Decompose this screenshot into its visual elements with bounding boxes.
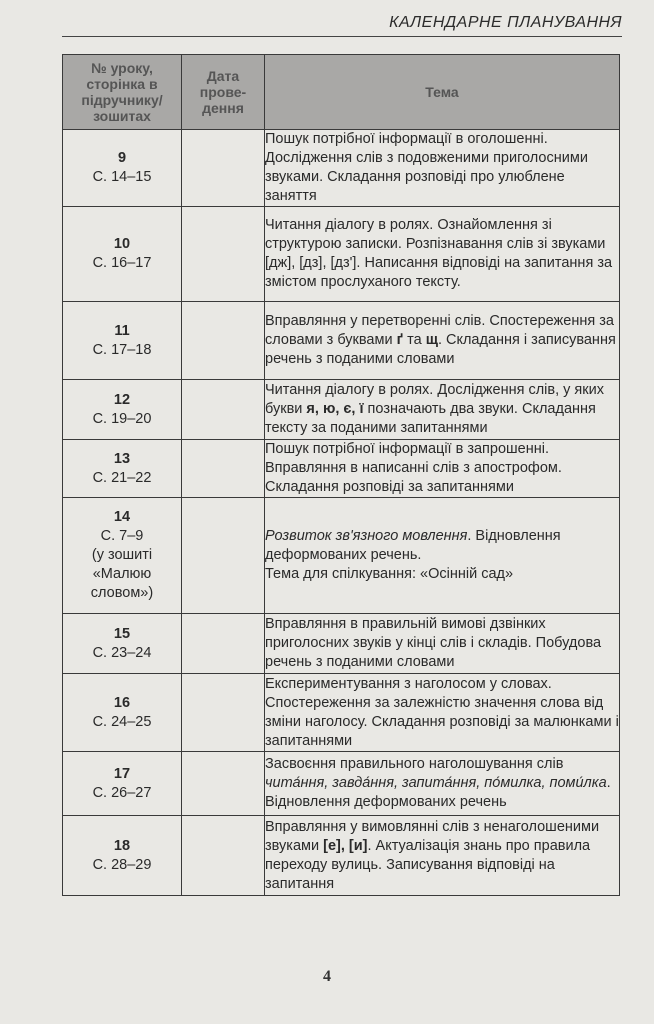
lesson-cell — [63, 380, 182, 440]
lesson-cell — [63, 614, 182, 674]
table-header-row — [63, 55, 620, 130]
topic-text: . Відновлення деформованих речень. — [265, 528, 561, 563]
lesson-pages: С. 23–24 — [92, 644, 152, 661]
lesson-pages: С. 28–29 — [92, 856, 152, 873]
date-cell — [182, 816, 265, 896]
lesson-number: 9 — [117, 150, 127, 166]
topic-text: Тема для спілкування: «Осінній сад» — [265, 566, 514, 582]
lesson-cell — [63, 498, 182, 614]
lesson-pages: С. 26–27 — [92, 784, 152, 801]
date-cell — [182, 302, 265, 380]
topic-cell — [265, 302, 620, 380]
table-row — [63, 674, 620, 752]
topic-cell — [265, 498, 620, 614]
topic-cell: Читання діалогу в ролях. Ознайомлення зі структурою записки. Розпізнавання слів зі звуками [дж], [дз], [дз']. Написання відповіді на запитання за змістом прослуханого тексту. — [265, 207, 620, 302]
lesson-cell — [63, 207, 182, 302]
lesson-plan-table — [62, 54, 620, 896]
page-number: 4 — [323, 968, 331, 985]
lesson-number: 13 — [113, 450, 131, 467]
topic-text: Засвоєння правильного наголошування слів — [265, 756, 564, 772]
table-row — [63, 130, 620, 207]
topic-cell — [265, 380, 620, 440]
table-row — [63, 614, 620, 674]
date-cell — [182, 207, 265, 302]
lesson-number: 17 — [113, 765, 131, 782]
topic-cell — [265, 752, 620, 816]
topic-cell: Експериментування з наголосом у словах. Спостереження за залежністю значення слова від зміни наголосу. Складання розповіді за малюнками і запитаннями — [265, 674, 620, 752]
lesson-pages: С. 21–22 — [92, 469, 152, 486]
lesson-number: 10 — [113, 236, 131, 252]
table-row — [63, 752, 620, 816]
lesson-number: 14 — [113, 509, 131, 525]
lesson-pages: С. 24–25 — [92, 713, 152, 730]
topic-text: Вправляння у вимовлянні слів з ненаголошеними звуками — [265, 818, 600, 854]
lesson-pages: С. 19–20 — [92, 410, 152, 427]
table-row — [63, 302, 620, 380]
date-cell — [182, 674, 265, 752]
header-lesson: № уроку, сторінка в підручнику/ зошитах — [63, 55, 182, 130]
table-row — [63, 380, 620, 440]
topic-text: позначають два звуки. Складання тексту за поданими запитаннями — [265, 401, 596, 436]
lesson-pages: С. 7–9 — [100, 528, 144, 544]
topic-cell — [265, 816, 620, 896]
lesson-cell — [63, 674, 182, 752]
date-cell — [182, 130, 265, 207]
topic-cell: Вправляння в правильній вимові дзвінких приголосних звуків у кінці слів і складів. Побудова речень з поданими словами — [265, 614, 620, 674]
lesson-pages: С. 14–15 — [92, 169, 152, 185]
lesson-cell — [63, 752, 182, 816]
topic-bold-letters: я, ю, є, ї — [306, 401, 364, 417]
topic-cell: Пошук потрібної інформації в запрошенні. Вправляння в написанні слів з апострофом. Складання розповіді за запитаннями — [265, 440, 620, 498]
topic-text: . Відновлення деформованих речень — [265, 775, 611, 810]
table-row — [63, 207, 620, 302]
lesson-pages: С. 16–17 — [92, 255, 152, 271]
lesson-number: 16 — [113, 694, 131, 711]
lesson-number: 15 — [113, 625, 131, 642]
topic-bold-letter: щ — [425, 332, 438, 348]
running-head: КАЛЕНДАРНЕ ПЛАНУВАННЯ — [389, 14, 622, 31]
header-rule — [62, 36, 622, 37]
date-cell — [182, 614, 265, 674]
lesson-number: 12 — [113, 391, 131, 408]
topic-bold-sounds: [е], [и] — [323, 837, 368, 854]
topic-cell: Пошук потрібної інформації в оголошенні. Дослідження слів з подовженими приголосними звуками. Складання розповіді про улюблене заняття — [265, 130, 620, 207]
header-topic: Тема — [265, 55, 620, 130]
date-cell — [182, 752, 265, 816]
lesson-cell — [63, 302, 182, 380]
topic-text: Читання діалогу в ролях. Дослідження слів, у яких букви — [265, 382, 604, 417]
header-date: Дата прове- дення — [182, 55, 265, 130]
table-row — [63, 440, 620, 498]
table-row — [63, 816, 620, 896]
topic-text: та — [403, 332, 426, 348]
lesson-cell — [63, 440, 182, 498]
lesson-number: 11 — [114, 322, 130, 339]
topic-text: . Актуалізація знань про правила переходу вулиць. Записування відповіді на запитання — [265, 837, 591, 892]
lesson-workbook-note: (у зошиті «Малюю словом») — [90, 547, 154, 601]
date-cell — [182, 440, 265, 498]
topic-text: Вправляння у перетворенні слів. Спостереження за словами з буквами — [265, 313, 614, 348]
lesson-number: 18 — [113, 837, 131, 854]
topic-bold-letter: ґ — [396, 332, 404, 348]
date-cell — [182, 498, 265, 614]
topic-text: . Складання і записування речень з поданими словами — [265, 332, 616, 367]
lesson-cell — [63, 816, 182, 896]
topic-italic: Розвиток зв'язного мовлення — [265, 528, 468, 544]
table-row — [63, 498, 620, 614]
lesson-cell — [63, 130, 182, 207]
date-cell — [182, 380, 265, 440]
lesson-pages: С. 17–18 — [92, 341, 152, 358]
topic-italic: чита́ння, завда́ння, запита́ння, по́милка, поми́лка — [265, 775, 607, 791]
